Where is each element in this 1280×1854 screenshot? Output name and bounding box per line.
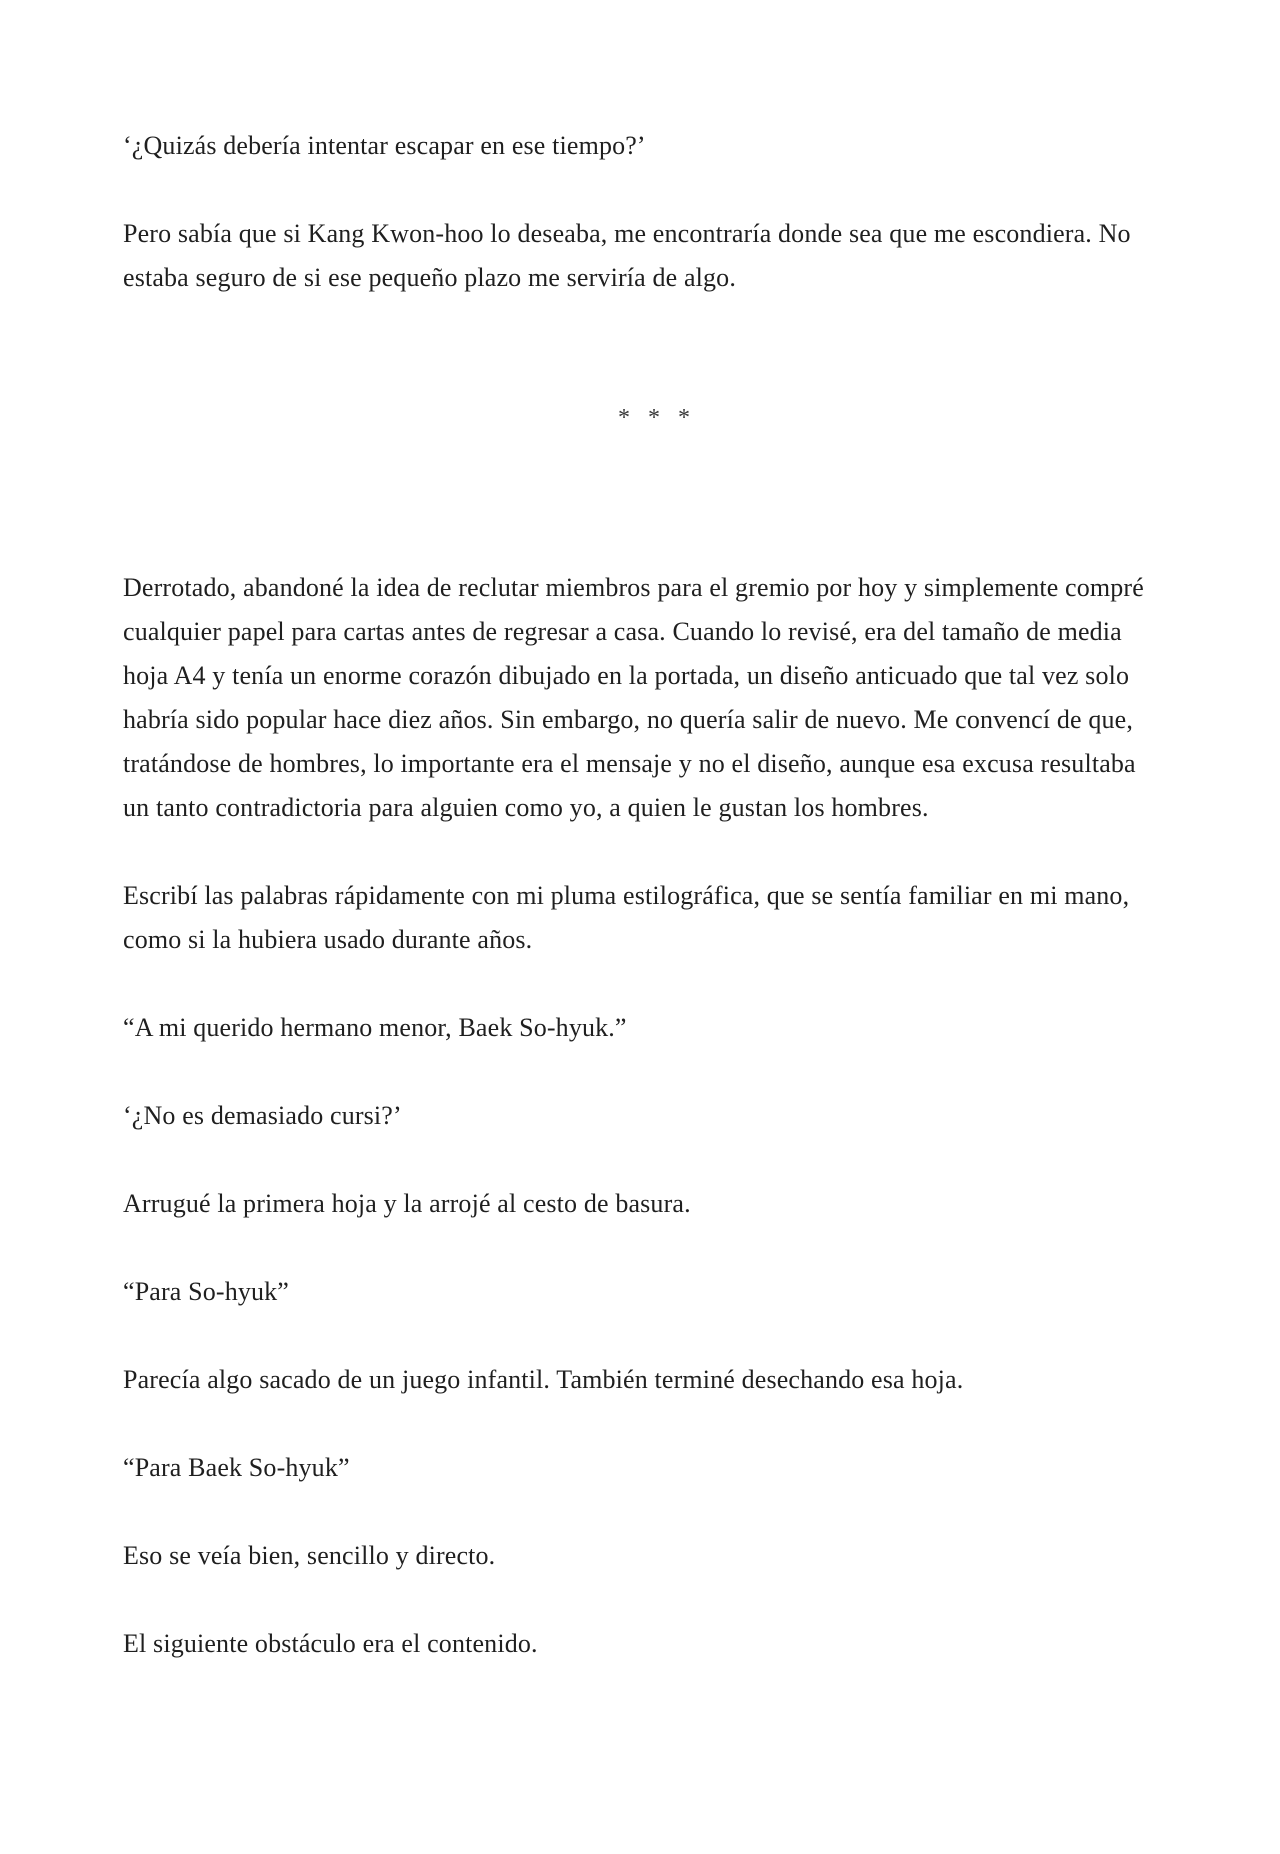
document-body	[123, 124, 1163, 1710]
paragraph-third-salutation: “Para Baek So-hyuk”	[123, 1453, 350, 1482]
paragraph-simple-direct: Eso se veía bien, sencillo y directo.	[123, 1541, 496, 1570]
paragraph-next-obstacle: El siguiente obstáculo era el contenido.	[123, 1629, 538, 1658]
paragraph-childish-game: Parecía algo sacado de un juego infantil. También terminé desechando esa hoja.	[123, 1365, 964, 1394]
paragraph-cheesy-thought: ‘¿No es demasiado cursi?’	[123, 1101, 402, 1130]
paragraph-fountain-pen: Escribí las palabras rápidamente con mi pluma estilográfica, que se sentía familiar en mi mano, como si la hubiera usado durante años.	[123, 881, 1130, 954]
paragraph-escape-thought: ‘¿Quizás debería intentar escapar en ese tiempo?’	[123, 131, 646, 160]
paragraph-crumpled-sheet: Arrugué la primera hoja y la arrojé al cesto de basura.	[123, 1189, 691, 1218]
paragraph-first-salutation: “A mi querido hermano menor, Baek So-hyuk.”	[123, 1013, 627, 1042]
paragraph-second-salutation: “Para So-hyuk”	[123, 1277, 289, 1306]
paragraph-kang-kwon-hoo: Pero sabía que si Kang Kwon-hoo lo deseaba, me encontraría donde sea que me escondiera. No estaba seguro de si ese pequeño plazo me serviría de algo.	[123, 219, 1131, 292]
paragraph-letter-paper: Derrotado, abandoné la idea de reclutar miembros para el gremio por hoy y simplemente compré cualquier papel para cartas antes de regresar a casa. Cuando lo revisé, era del tamaño de media hoja A4 y tenía un enorme corazón dibujado en la portada, un diseño anticuado que tal vez solo habría sido popular hace diez años. Sin embargo, no quería salir de nuevo. Me convencí de que, tratándose de hombres, lo importante era el mensaje y no el diseño, aunque esa excusa resultaba un tanto contradictoria para alguien como yo, a quien le gustan los hombres.	[123, 573, 1144, 822]
scene-break: * * *	[618, 405, 696, 431]
